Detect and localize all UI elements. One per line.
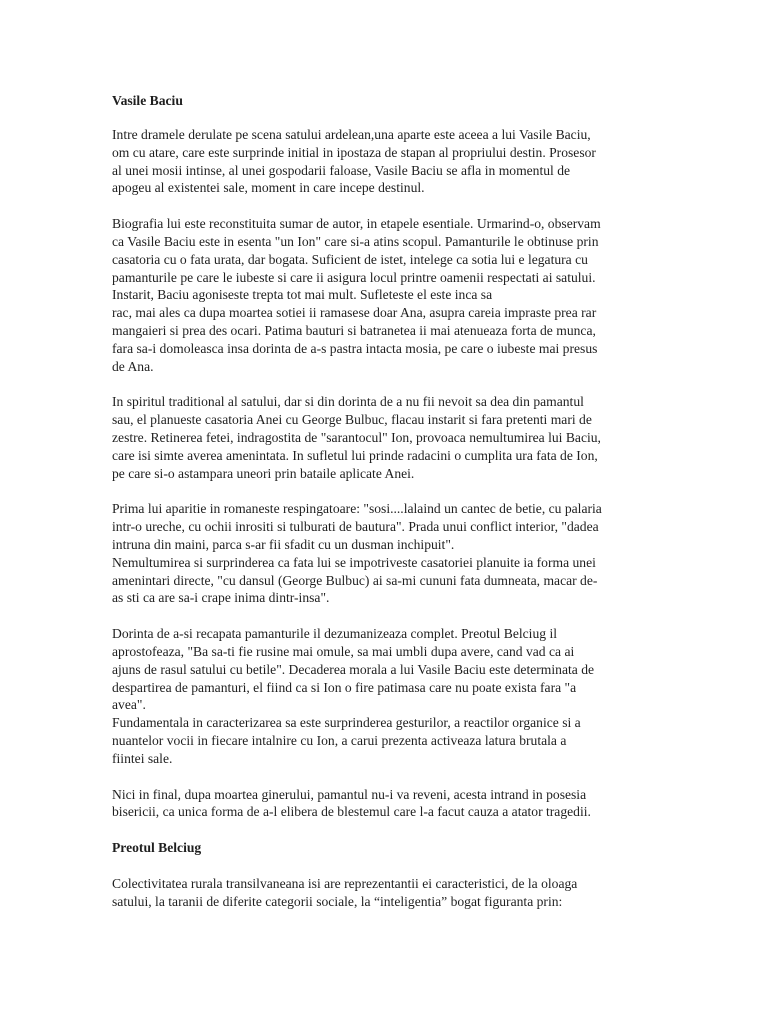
paragraph: Biografia lui este reconstituita sumar de autor, in etapele esentiale. Urmarind-o, observam ca Vasile Baciu este in esenta "un Ion" care si-a atins scopul. Pamanturile le obtinuse prin casatoria cu o fata urata, dar bogata. Suficient de istet, intelege ca sotia lui e legatura cu pamanturile pe care le iubeste si care ii asigura locul printre oamenii respectati ai satului. Instarit, Baciu agoniseste trepta tot mai mult. Sufleteste el este inca sa rac, mai ales ca dupa moartea sotiei ii ramasese doar Ana, asupra careia impraste prea rar mangaieri si prea des ocari. Patima bauturi si batranetea ii mai atenueaza forta de munca, fara sa-i domoleasca insa dorinta de a-s pastra intacta mosia, pe care o iubeste mai presus de Ana. (112, 216, 601, 374)
section-title-preotul-belciug: Preotul Belciug (112, 840, 202, 856)
section-title-vasile-baciu: Vasile Baciu (112, 93, 183, 108)
paragraph: Nici in final, dupa moartea ginerului, pamantul nu-i va reveni, acesta intrand in posesia bisericii, ca unica forma de a-l elibera de blestemul care l-a facut cauza a atator tragedii. (112, 786, 591, 820)
paragraph: In spiritul traditional al satului, dar si din dorinta de a nu fii nevoit sa dea din pamantul sau, el planueste casatoria Anei cu George Bulbuc, flacau instarit si fara pretenti mari de zestre. Retinerea fetei, indragostita de "sarantocul" Ion, provoaca nemultumirea lui Baciu, care isi simte averea amenintata. In sufletul lui prinde radacini o cumplita ura fata de Ion, pe care si-o astampara uneori prin bataile aplicate Anei. (112, 394, 601, 481)
document-page (112, 92, 656, 929)
paragraph: Dorinta de a-si recapata pamanturile il dezumanizeaza complet. Preotul Belciug il aprostofeaza, "Ba sa-ti fie rusine mai omule, sa mai umbli dupa avere, cand vad ca ai ajuns de rasul satului cu betile". Decaderea morala a lui Vasile Baciu este determinata de despartirea de pamanturi, el fiind ca si Ion o fire patimasa care nu poate exista fara "a avea". Fundamentala in caracterizarea sa este surprinderea gesturilor, a reactilor organice si a nuantelor vocii in fiecare intalnire cu Ion, a carui prezenta activeaza latura brutala a fiintei sale. (112, 626, 595, 766)
paragraph: Prima lui aparitie in romaneste respingatoare: "sosi....lalaind un cantec de betie, cu palaria intr-o ureche, cu ochii inrositi si tulburati de bautura". Prada unui conflict interior, "dadea intruna din maini, parca s-ar fii sfadit cu un dusman inchipuit". Nemultumirea si surprinderea ca fata lui se impotriveste casatoriei planuite ia forma unei amenintari directe, "cu dansul (George Bulbuc) ai sa-mi cununi fata dumneata, macar de- as sti ca are sa-i crape inima dintr-insa". (112, 501, 602, 606)
paragraph: Intre dramele derulate pe scena satului ardelean,una aparte este aceea a lui Vasile Baciu, om cu atare, care este surprinde initial in ipostaza de stapan al propriului destin. Prosesor al unei mosii intinse, al unei gospodarii faloase, Vasile Baciu se afla in momentul de apogeu al existentei sale, moment in care incepe destinul. (112, 127, 596, 196)
paragraph: Colectivitatea rurala transilvaneana isi are reprezentantii ei caracteristici, de la oloaga satului, la taranii de diferite categorii sociale, la “inteligentia” bogat figuranta prin: (112, 876, 578, 909)
